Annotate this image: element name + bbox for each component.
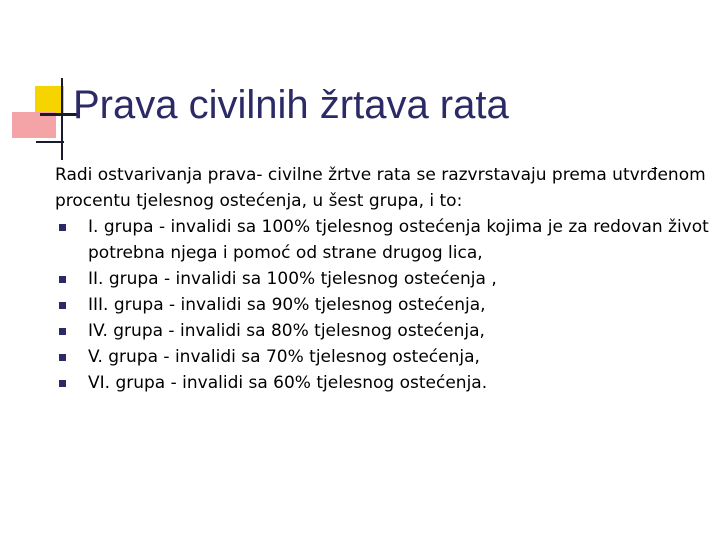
square-bullet-icon — [59, 328, 66, 335]
square-bullet-icon — [59, 224, 66, 231]
list-item — [55, 266, 715, 292]
list-item-text: II. grupa - invalidi sa 100% tjelesnog ostećenja , — [88, 269, 497, 289]
square-bullet-icon — [59, 354, 66, 361]
logo-yellow-square — [35, 86, 64, 115]
list-item-text: III. grupa - invalidi sa 90% tjelesnog ostećenja, — [88, 295, 486, 315]
list-item-text: IV. grupa - invalidi sa 80% tjelesnog ostećenja, — [88, 321, 485, 341]
list-item-text: I. grupa - invalidi sa 100% tjelesnog ostećenja kojima je za redovan život potrebna njega i pomoć od strane drugog lica, — [88, 217, 709, 263]
list-item — [55, 214, 715, 266]
list-item-text: V. grupa - invalidi sa 70% tjelesnog ostećenja, — [88, 347, 480, 367]
square-bullet-icon — [59, 380, 66, 387]
square-bullet-icon — [59, 276, 66, 283]
logo-horizontal-line-lower — [36, 141, 64, 143]
intro-text: Radi ostvarivanja prava- civilne žrtve rata se razvrstavaju prema utvrđenom procentu tjelesnog ostećenja, u šest grupa, i to: — [55, 165, 706, 211]
list-item — [55, 318, 715, 344]
list-item — [55, 344, 715, 370]
square-bullet-icon — [59, 302, 66, 309]
group-list — [55, 214, 715, 396]
list-item — [55, 370, 715, 396]
slide-body — [55, 162, 715, 396]
list-item-text: VI. grupa - invalidi sa 60% tjelesnog ostećenja. — [88, 373, 488, 393]
logo-vertical-line — [61, 78, 63, 160]
list-item — [55, 292, 715, 318]
slide-title: Prava civilnih žrtava rata — [73, 83, 509, 127]
